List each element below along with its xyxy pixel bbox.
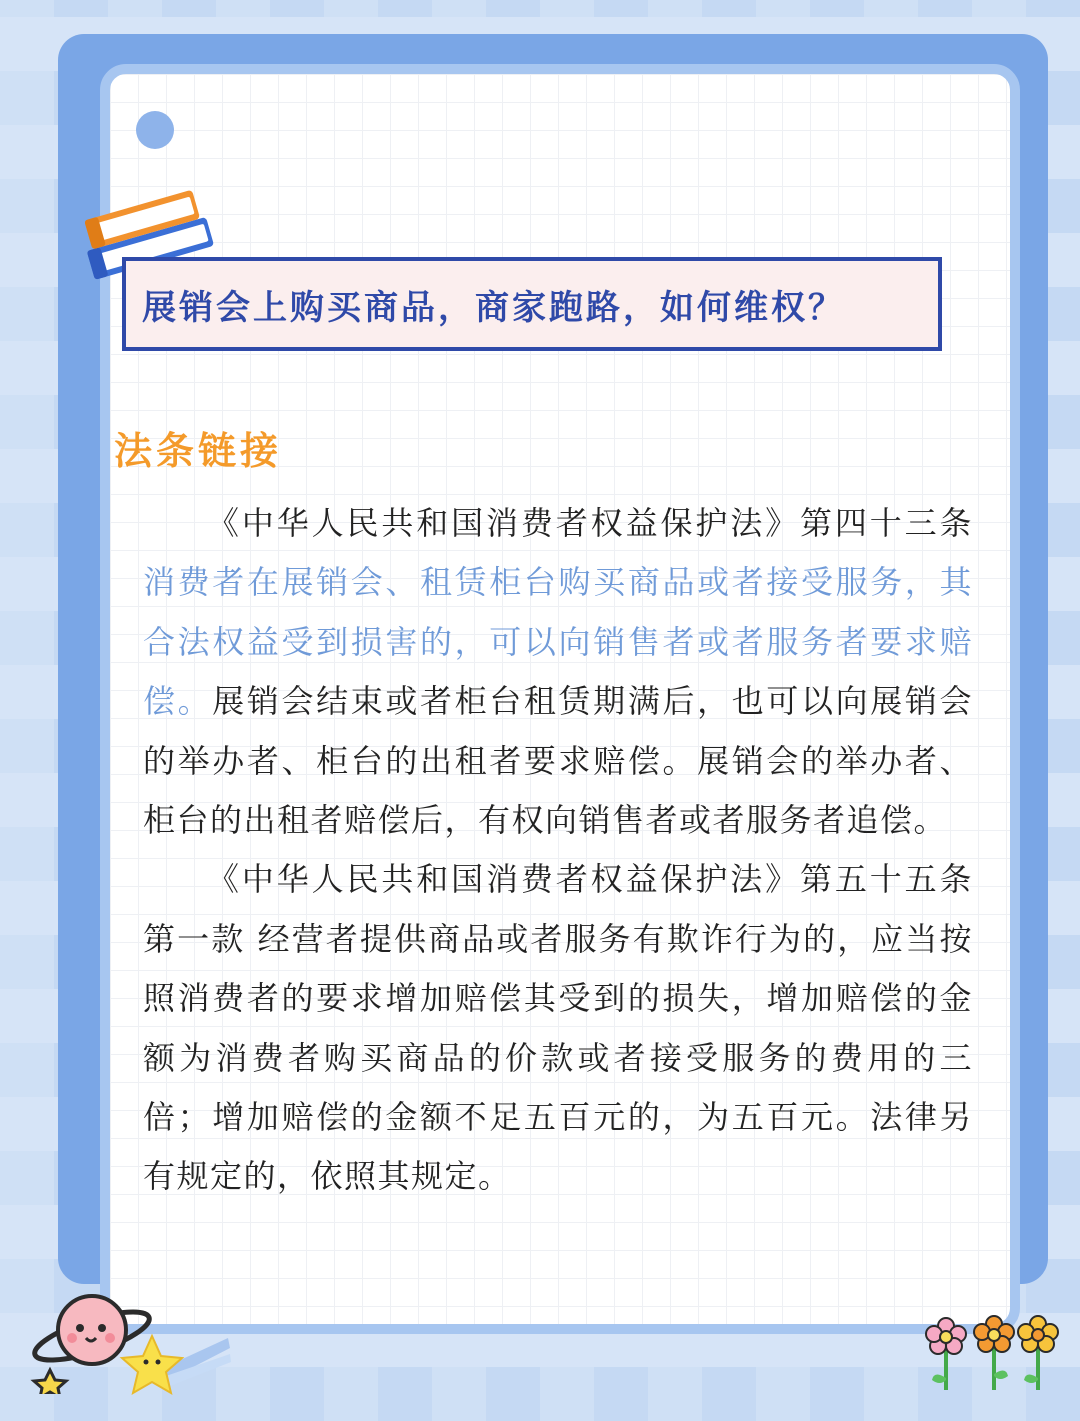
article-paragraph: [143, 494, 973, 850]
shooting-star-icon: [118, 1318, 238, 1408]
article-citation: 《中华人民共和国消费者权益保护法》第四十三条: [207, 504, 973, 542]
flowers-icon: [922, 1314, 1062, 1394]
article-text: 经营者提供商品或者服务有欺诈行为的，应当按照消费者的要求增加赔偿其受到的损失，增加赔偿的金额为消费者购买商品的价款或者接受服务的费用的三倍；增加赔偿的金额不足五百元的，为五百元。法律另有规定的，依照其规定。: [143, 919, 973, 1196]
article-paragraph: [143, 850, 973, 1206]
page-title: 展销会上购买商品，商家跑路，如何维权？: [142, 287, 845, 328]
article-text: 展销会结束或者柜台租赁期满后，也可以向展销会的举办者、柜台的出租者要求赔偿。展销会的举办者、柜台的出租者赔偿后，有权向销售者或者服务者追偿。: [143, 682, 973, 840]
law-text: [143, 494, 973, 1207]
highlighted-clause: 消费者在展销会、租赁柜台购买商品或者接受服务，其合法权益受到损害的，可以向销售者或者服务者要求赔偿。: [143, 563, 973, 721]
article-citation: 《中华人民共和国消费者权益保护法》第五十五条第一款: [143, 860, 973, 958]
title-box: [122, 257, 942, 351]
section-heading: 法条链接: [114, 429, 283, 473]
decorative-dot: [136, 111, 174, 149]
